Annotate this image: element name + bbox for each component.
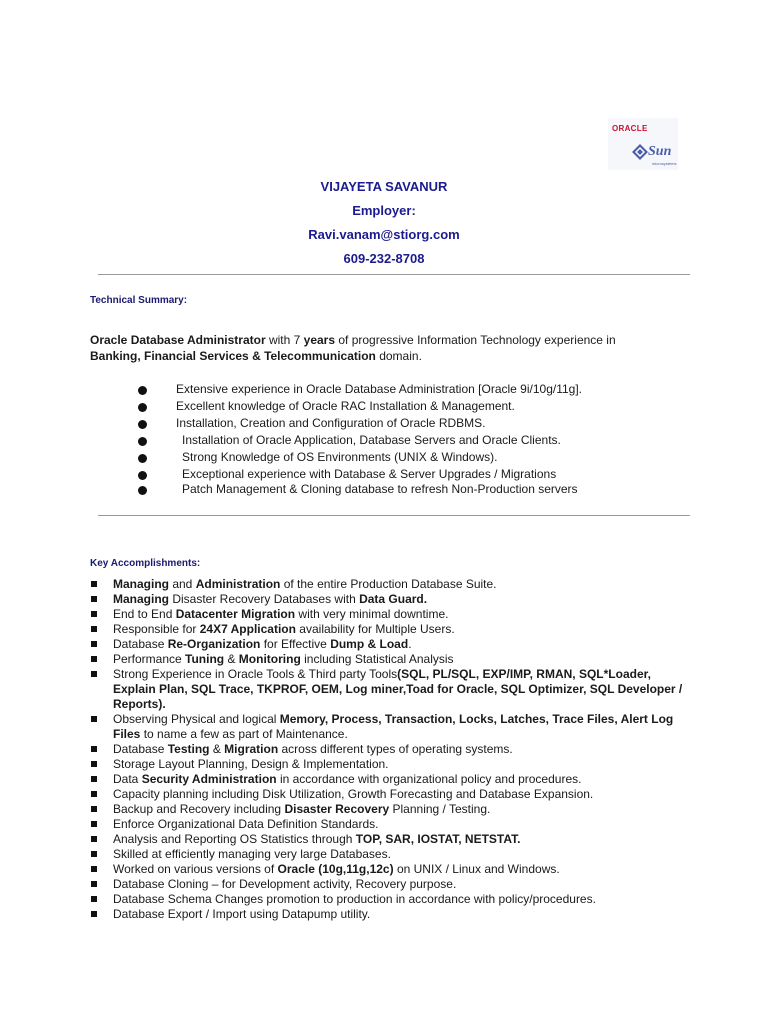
list-item xyxy=(90,637,690,652)
bullet-icon xyxy=(138,386,147,395)
list-item xyxy=(90,832,690,847)
intro-years-num: 7 xyxy=(293,333,301,347)
list-item-text: across different types of operating systems. xyxy=(278,742,513,756)
list-item xyxy=(90,577,690,592)
emphasis-text: Monitoring xyxy=(238,652,301,666)
list-item-text: & xyxy=(209,742,225,756)
intro-text: of progressive Information Technology experience in xyxy=(335,333,616,347)
list-item-text: Installation, Creation and Configuration of Oracle RDBMS. xyxy=(176,416,486,430)
square-bullet-icon xyxy=(91,716,97,722)
bullet-icon xyxy=(138,420,147,429)
square-bullet-icon xyxy=(91,761,97,767)
list-item xyxy=(90,847,690,862)
intro-role: Oracle Database Administrator xyxy=(90,333,266,347)
emphasis-text: TOP, SAR, IOSTAT, NETSTAT. xyxy=(355,832,521,846)
list-item-text: . xyxy=(408,637,412,651)
list-item-text: on UNIX / Linux and Windows. xyxy=(393,862,560,876)
list-item xyxy=(90,652,690,667)
list-item-text: Disaster Recovery Databases with xyxy=(169,592,360,606)
square-bullet-icon xyxy=(91,806,97,812)
list-item-text: Database xyxy=(113,637,168,651)
list-item-text: of the entire Production Database Suite. xyxy=(280,577,497,591)
candidate-name: VIJAYETA SAVANUR xyxy=(320,179,448,194)
list-item xyxy=(90,607,690,622)
square-bullet-icon xyxy=(91,881,97,887)
sun-diamond-icon xyxy=(632,144,648,160)
emphasis-text: Security Administration xyxy=(141,772,277,786)
intro-text: with xyxy=(265,333,294,347)
list-item-text: Worked on various versions of xyxy=(113,862,278,876)
bullet-icon xyxy=(138,403,147,412)
bullet-icon xyxy=(138,437,147,446)
list-item xyxy=(90,802,690,817)
bullet-icon xyxy=(138,486,147,495)
key-accomplishments-title: Key Accomplishments: xyxy=(90,558,201,569)
list-item-text: with very minimal downtime. xyxy=(295,607,449,621)
square-bullet-icon xyxy=(91,911,97,917)
emphasis-text: Re-Organization xyxy=(167,637,261,651)
square-bullet-icon xyxy=(91,656,97,662)
square-bullet-icon xyxy=(91,791,97,797)
square-bullet-icon xyxy=(91,581,97,587)
list-item-text: Data xyxy=(113,772,142,786)
list-item xyxy=(90,817,690,832)
divider xyxy=(98,274,690,275)
emphasis-text: Migration xyxy=(224,742,279,756)
emphasis-text: Managing xyxy=(113,577,169,591)
list-item xyxy=(90,892,690,907)
sun-logo-subtext: microsystems xyxy=(652,161,677,166)
square-bullet-icon xyxy=(91,821,97,827)
technical-summary-title: Technical Summary: xyxy=(90,295,188,306)
emphasis-text: Administration xyxy=(195,577,281,591)
list-item xyxy=(90,877,690,892)
list-item xyxy=(90,742,690,757)
square-bullet-icon xyxy=(91,611,97,617)
list-item-text: Capacity planning including Disk Utilization, Growth Forecasting and Database Expansion. xyxy=(113,787,594,801)
divider xyxy=(98,515,690,516)
list-item-text: to name a few as part of Maintenance. xyxy=(140,727,348,741)
list-item-text: availability for Multiple Users. xyxy=(295,622,455,636)
accomplishments-list xyxy=(90,577,690,922)
list-item xyxy=(90,712,690,742)
contact-email: Ravi.vanam@stiorg.com xyxy=(308,227,460,242)
bullet-icon xyxy=(138,471,147,480)
contact-phone: 609-232-8708 xyxy=(343,251,425,266)
list-item-text: and xyxy=(169,577,196,591)
bullet-icon xyxy=(138,454,147,463)
list-item xyxy=(90,667,690,712)
list-item-text: Database Schema Changes promotion to production in accordance with policy/procedures. xyxy=(113,892,596,906)
list-item-text: including Statistical Analysis xyxy=(300,652,454,666)
intro-text: domain. xyxy=(375,349,422,363)
list-item xyxy=(90,907,690,922)
list-item-text: & xyxy=(224,652,239,666)
list-item-text: Storage Layout Planning, Design & Implementation. xyxy=(113,757,389,771)
square-bullet-icon xyxy=(91,836,97,842)
list-item-text: Database xyxy=(113,742,168,756)
emphasis-text: Disaster Recovery xyxy=(284,802,390,816)
emphasis-text: Memory, Process, Transaction, Locks, Latches, Trace Files, Alert Log Files xyxy=(113,712,674,741)
square-bullet-icon xyxy=(91,626,97,632)
list-item xyxy=(90,592,690,607)
oracle-logo: ORACLE xyxy=(612,124,648,133)
sun-logo: Sun xyxy=(648,144,672,159)
list-item-text: Database Export / Import using Datapump utility. xyxy=(113,907,371,921)
list-item-text: Analysis and Reporting OS Statistics through xyxy=(113,832,356,846)
list-item-text: Exceptional experience with Database & Server Upgrades / Migrations xyxy=(182,467,557,481)
list-item-text: Backup and Recovery including xyxy=(113,802,285,816)
list-item-text: Strong Experience in Oracle Tools & Third party Tools xyxy=(113,667,398,681)
employer-label: Employer: xyxy=(352,203,416,218)
list-item-text: Patch Management & Cloning database to refresh Non-Production servers xyxy=(182,482,578,496)
list-item xyxy=(90,772,690,787)
square-bullet-icon xyxy=(91,671,97,677)
list-item-text: Planning / Testing. xyxy=(389,802,491,816)
list-item-text: Installation of Oracle Application, Database Servers and Oracle Clients. xyxy=(182,433,561,447)
emphasis-text: Testing xyxy=(167,742,210,756)
summary-intro xyxy=(90,332,670,364)
list-item xyxy=(90,862,690,877)
square-bullet-icon xyxy=(91,866,97,872)
emphasis-text: 24X7 Application xyxy=(199,622,296,636)
list-item-text: Performance xyxy=(113,652,186,666)
intro-domains: Banking, Financial Services & Telecommunication xyxy=(90,349,376,363)
list-item xyxy=(90,787,690,802)
emphasis-text: Data Guard. xyxy=(359,592,428,606)
company-logos xyxy=(608,118,678,170)
square-bullet-icon xyxy=(91,641,97,647)
list-item-text: End to End xyxy=(113,607,176,621)
emphasis-text: Datacenter Migration xyxy=(175,607,296,621)
list-item-text: Enforce Organizational Data Definition Standards. xyxy=(113,817,379,831)
list-item xyxy=(90,622,690,637)
list-item-text: Observing Physical and logical xyxy=(113,712,280,726)
square-bullet-icon xyxy=(91,896,97,902)
list-item-text: Skilled at efficiently managing very large Databases. xyxy=(113,847,391,861)
list-item-text: Excellent knowledge of Oracle RAC Installation & Management. xyxy=(176,399,515,413)
emphasis-text: Oracle (10g,11g,12c) xyxy=(277,862,394,876)
square-bullet-icon xyxy=(91,851,97,857)
emphasis-text: Dump & Load xyxy=(330,637,409,651)
emphasis-text: Tuning xyxy=(185,652,225,666)
list-item-text: in accordance with organizational policy and procedures. xyxy=(276,772,582,786)
intro-years: years xyxy=(300,333,336,347)
emphasis-text: (SQL, PL/SQL, EXP/IMP, RMAN, SQL*Loader, Explain Plan, SQL Trace, TKPROF, OEM, Log miner,Toad for Oracle, SQL Optimizer, SQL Developer / Reports). xyxy=(113,667,683,711)
square-bullet-icon xyxy=(91,776,97,782)
emphasis-text: Managing xyxy=(113,592,169,606)
list-item-text: Database Cloning – for Development activity, Recovery purpose. xyxy=(113,877,457,891)
list-item-text: Responsible for xyxy=(113,622,200,636)
list-item xyxy=(90,757,690,772)
square-bullet-icon xyxy=(91,596,97,602)
list-item-text: Extensive experience in Oracle Database Administration [Oracle 9i/10g/11g]. xyxy=(176,382,582,396)
list-item-text: for Effective xyxy=(260,637,331,651)
square-bullet-icon xyxy=(91,746,97,752)
list-item-text: Strong Knowledge of OS Environments (UNIX & Windows). xyxy=(182,450,498,464)
